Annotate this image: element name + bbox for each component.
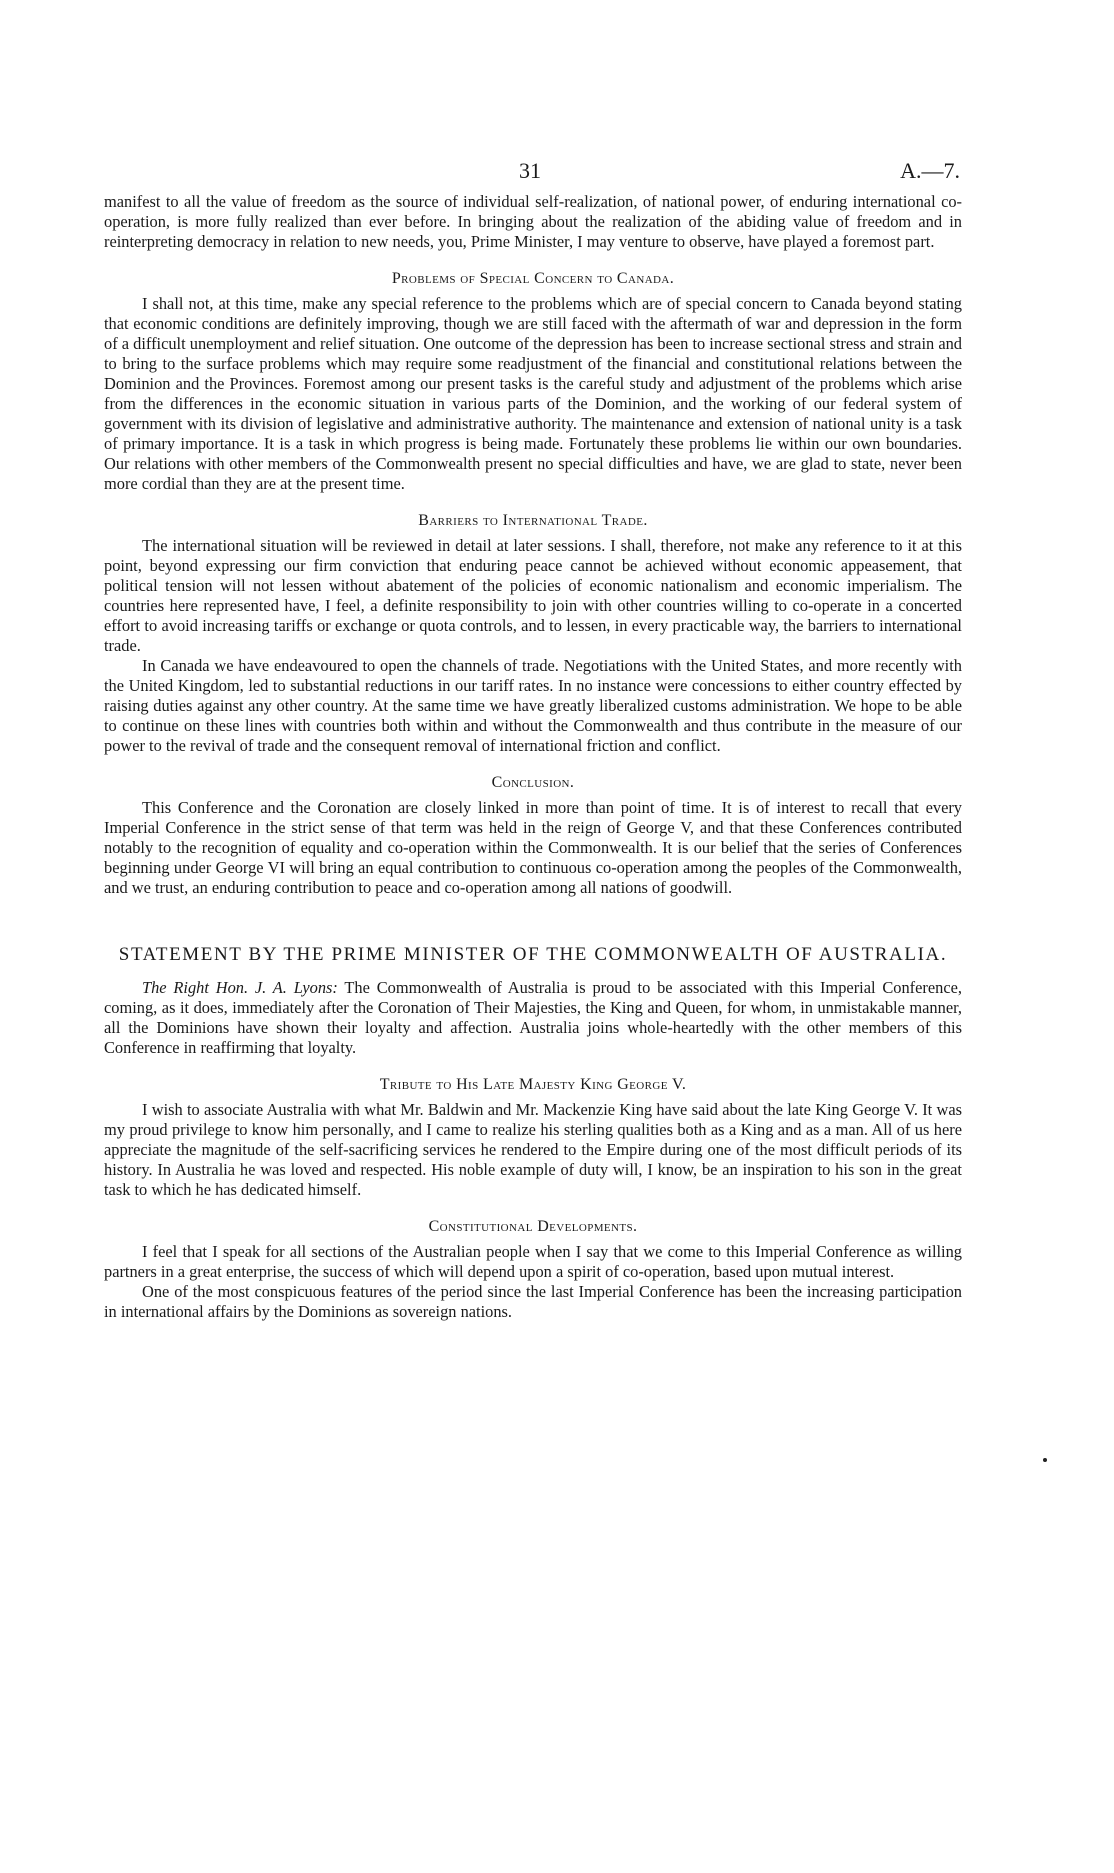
paragraph: I feel that I speak for all sections of the Australian people when I say that we come to this Imperial Conference as willing partners in a great enterprise, the success of which will depend upon a spirit of co-operation, based upon mutual interest. — [104, 1242, 962, 1281]
section-heading-trade: Barriers to International Trade. — [418, 512, 648, 529]
paragraph: The international situation will be reviewed in detail at later sessions. I shall, therefore, not make any reference to it at this point, beyond expressing our firm conviction that enduring peace cannot be achieved without economic appeasement, that political tension will not lessen without abatement of the policies of economic nationalism and economic imperialism. The countries here represented have, I feel, a definite responsibility to join with other countries willing to co-operate in a concerted effort to avoid increasing tariffs or exchange or quota controls, and to lessen, in every practicable way, the barriers to international trade. — [104, 536, 962, 655]
statement-title: STATEMENT BY THE PRIME MINISTER OF THE COMMONWEALTH OF AUSTRALIA. — [118, 944, 948, 965]
speaker-name: The Right Hon. J. A. Lyons: — [142, 978, 338, 997]
page-header — [104, 158, 962, 192]
section-heading-conclusion: Conclusion. — [491, 774, 575, 791]
page-number: 31 — [519, 158, 541, 183]
paragraph: One of the most conspicuous features of the period since the last Imperial Conference has been the increasing participation in international affairs by the Dominions as sovereign nations. — [104, 1282, 962, 1321]
statement-intro — [104, 978, 962, 1058]
paragraph: I wish to associate Australia with what Mr. Baldwin and Mr. Mackenzie King have said about the late King George V. It was my proud privilege to know him personally, and I came to realize his sterling qualities both as a King and as a man. All of us here appreciate the magnitude of the self-sacrificing services he rendered to the Empire during one of the most difficult periods of its history. In Australia he was loved and respected. His noble example of duty will, I know, be an inspiration to his son in the great task to which he has dedicated himself. — [104, 1100, 962, 1199]
document-page — [104, 158, 962, 1322]
document-reference: A.—7. — [900, 158, 960, 183]
margin-mark — [1043, 1458, 1047, 1462]
statement-intro-text: The Commonwealth of Australia is proud to be associated with this Imperial Conference, coming, as it does, immediately after the Coronation of Their Majesties, the King and Queen, for whom, in unmistakable manner, all the Dominions have shown their loyalty and affection. Australia joins whole-heartedly with the other members of this Conference in reaffirming that loyalty. — [104, 978, 962, 1057]
paragraph: I shall not, at this time, make any special reference to the problems which are of special concern to Canada beyond stating that economic conditions are definitely improving, though we are still faced with the aftermath of war and depression in the form of a difficult unemployment and relief situation. One outcome of the depression has been to increase sectional stress and strain and to bring to the surface problems which may require some readjustment of the financial and constitutional relations between the Dominion and the Provinces. Foremost among our present tasks is the careful study and adjustment of the problems which arise from the differences in the economic situation in various parts of the Dominion, and the working of our federal system of government with its division of legislative and administrative authority. The maintenance and extension of national unity is a task of primary importance. It is a task in which progress is being made. Fortunately these problems lie within our own boundaries. Our relations with other members of the Commonwealth present no special difficulties and have, we are glad to state, never been more cordial than they are at the present time. — [104, 294, 962, 493]
opening-paragraph: manifest to all the value of freedom as the source of individual self-realization, of national power, of enduring international co-operation, is more fully realized than ever before. In bringing about the realization of the abiding value of freedom and in reinterpreting democracy in relation to new needs, you, Prime Minister, I may venture to observe, have played a foremost part. — [104, 192, 962, 251]
paragraph: This Conference and the Coronation are closely linked in more than point of time. It is of interest to recall that every Imperial Conference in the strict sense of that term was held in the reign of George V, and that these Conferences contributed notably to the recognition of equality and co-operation within the Commonwealth. It is our belief that the series of Conferences beginning under George VI will bring an equal contribution to continuous co-operation among the peoples of the Commonwealth, and we trust, an enduring contribution to peace and co-operation among all nations of goodwill. — [104, 798, 962, 897]
section-heading-canada: Problems of Special Concern to Canada. — [391, 270, 675, 287]
section-heading-tribute: Tribute to His Late Majesty King George V. — [379, 1076, 687, 1093]
paragraph: In Canada we have endeavoured to open the channels of trade. Negotiations with the United States, and more recently with the United Kingdom, led to substantial reductions in our tariff rates. In no instance were concessions to either country effected by raising duties against any other country. At the same time we have greatly liberalized customs administration. We hope to be able to continue on these lines with countries both within and without the Commonwealth and thus contribute in the measure of our power to the revival of trade and the consequent removal of international friction and conflict. — [104, 656, 962, 755]
section-heading-constitutional: Constitutional Developments. — [428, 1218, 638, 1235]
